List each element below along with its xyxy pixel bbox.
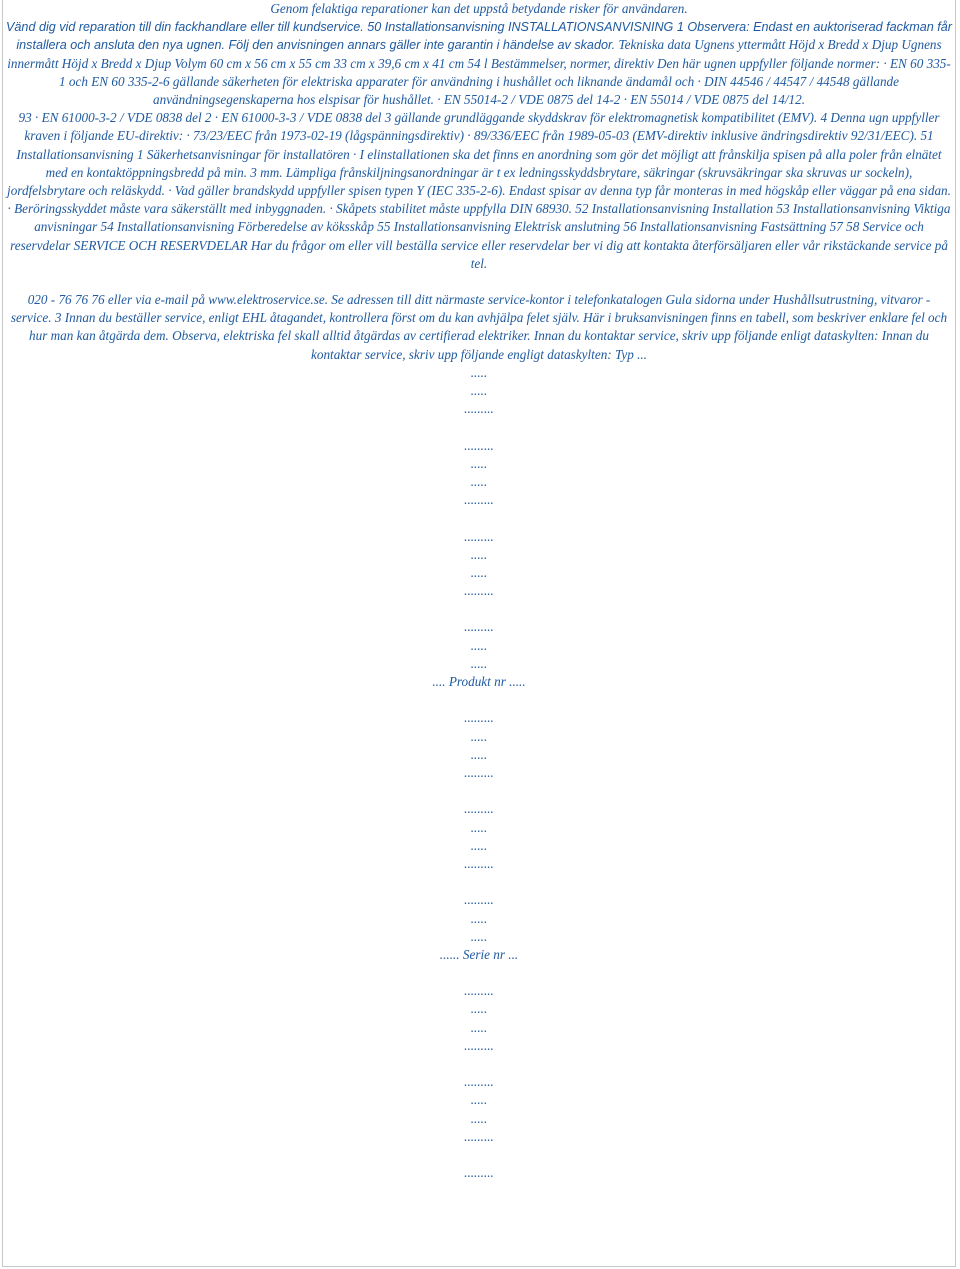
dot-line: ......... <box>464 401 494 417</box>
dot-line: ..... <box>470 928 488 944</box>
dot-line <box>6 1055 952 1073</box>
dot-line: ......... <box>464 1074 494 1090</box>
dot-line: ......... <box>464 801 494 817</box>
paragraph-norms: 93 · EN 61000-3-2 / VDE 0838 del 2 · EN 61000-3-3 / VDE 0838 del 3 gällande grundläggande skyddskrav för elektromagnetisk kompatibilitet (EMV). 4 Denna ugn uppfyller kraven i följande EU-direktiv: · 73/23/EEC från 1973-02-19 (lågspänningsdirektiv) · 89/336/EEC från 1989-05-03 (EMV-direktiv inklusive ändringsdirektiv 92/31/EEC). 51 Installationsanvisning 1 Säkerhetsanvisningar för installatören · I elinstallationen ska det finns en anordning som gör det möjligt att frånskilja spisen på alla poler från elnätet med en kontaktöppningsbredd på min. 3 mm. Lämpliga frånskiljningsanordningar är t ex ledningsskyddsbrytare, säkringar (skruvsäkringar ska skruvas ur sockeln), jordfelsbrytare och reläskydd. · Vad gäller brandskydd uppfyller spisen typen Y (IEC 335-2-6). Endast spisar av denna typ får monteras in med högskåp eller väggar på ena sidan. · Beröringsskyddet måste vara säkerställt med inbyggnaden. · Skåpets stabilitet måste uppfylla DIN 68930. 52 Installationsanvisning Installation 53 Installationsanvisning Viktiga anvisningar 54 Installationsanvisning Förberedelse av köksskåp 55 Installationsanvisning Elektrisk anslutning 56 Installationsanvisning Fastsättning 57 58 Service och reservdelar SERVICE OCH RESERVDELAR Har du frågor om eller vill beställa service eller reservdelar ber vi dig att kontakta återförsäljaren eller vår rikstäckande service på tel. <box>7 110 951 271</box>
dot-line: ......... <box>464 437 494 453</box>
document-page <box>6 0 952 1182</box>
product-number-label: .... Produkt nr ..... <box>432 674 526 690</box>
dot-line: ......... <box>464 528 494 544</box>
dot-line: ..... <box>470 819 488 835</box>
dot-line: ..... <box>470 364 488 380</box>
dot-line: ..... <box>470 655 488 671</box>
dot-line: ..... <box>470 455 488 471</box>
dot-line: ......... <box>464 983 494 999</box>
dot-line <box>6 782 952 800</box>
dot-line: ..... <box>470 746 488 762</box>
dot-line: ..... <box>470 473 488 489</box>
dots-list-type <box>6 364 952 673</box>
dot-line: ..... <box>470 910 488 926</box>
spacer <box>6 273 952 291</box>
paragraph-installation <box>6 18 952 109</box>
dot-line <box>6 418 952 436</box>
dot-line: ..... <box>470 546 488 562</box>
installation-text: Vänd dig vid reparation till din fackhandlare eller till kundservice. 50 Installationsanvisning INSTALLATIONSANVISNING 1 Observera: Endast en auktoriserad fackman får installera och ansluta den nya ugnen. Följ den anvisningen annars gäller inte garantin i händelse av skador. <box>6 20 952 53</box>
dot-line <box>6 509 952 527</box>
dots-list-serial <box>6 964 952 1182</box>
dot-line: ......... <box>464 1128 494 1144</box>
dot-line: ..... <box>470 1001 488 1017</box>
dot-line: ..... <box>470 383 488 399</box>
dot-line: ......... <box>464 855 494 871</box>
dot-line: ......... <box>464 583 494 599</box>
dot-line <box>6 873 952 891</box>
dot-line: ......... <box>464 492 494 508</box>
paragraph-service: 020 - 76 76 76 eller via e-mail på www.elektroservice.se. Se adressen till ditt närmaste service-kontor i telefonkatalogen Gula sidorna under Hushållsutrustning, vitvaror - service. 3 Innan du beställer service, enligt EHL åtagandet, kontrollera först om du kan avhjälpa felet själv. Här i bruksanvisningen finns en tabell, som beskriver enklare fel och hur man kan åtgärda dem. Observa, elektriska fel skall alltid åtgärdas av certifierad elektriker. Innan du kontaktar service, skriv upp följande enligt dataskylten: Innan du kontaktar service, skriv upp följande engligt dataskylten: Typ ... <box>10 292 948 362</box>
dot-line: ..... <box>470 837 488 853</box>
technical-data-text: Tekniska data Ugnens yttermått Höjd x Bredd x Djup Ugnens innermått Höjd x Bredd x Djup Volym 60 cm x 56 cm x 55 cm 33 cm x 39,6 cm x 41 cm 54 l Bestämmelser, normer, direktiv Den här ugnen uppfyller följande normer: · EN 60 335-1 och EN 60 335-2-6 gällande säkerheten för elektriska apparater för användning i hushållet och liknande ändamål och · DIN 44546 / 44547 / 44548 gällande användningsegenskaperna hos elspisar för hushållet. · EN 55014-2 / VDE 0875 del 14-2 · EN 55014 / VDE 0875 del 14/12. <box>7 37 951 108</box>
paragraph-warning: Genom felaktiga reparationer kan det uppstå betydande risker för användaren. <box>270 1 688 16</box>
dot-line <box>6 600 952 618</box>
dot-line: ......... <box>464 619 494 635</box>
dot-line: ..... <box>470 637 488 653</box>
dots-list-product <box>6 691 952 946</box>
dot-line <box>6 964 952 982</box>
dot-line: ......... <box>464 1165 494 1181</box>
dot-line: ..... <box>470 1110 488 1126</box>
dot-line <box>6 691 952 709</box>
dot-line: ..... <box>470 728 488 744</box>
dot-line: ..... <box>470 564 488 580</box>
dot-line: ..... <box>470 1019 488 1035</box>
dot-line: ..... <box>470 1092 488 1108</box>
dot-line: ......... <box>464 710 494 726</box>
dot-line <box>6 1146 952 1164</box>
dot-line: ......... <box>464 892 494 908</box>
dot-line: ......... <box>464 765 494 780</box>
dot-line: ......... <box>464 1037 494 1053</box>
serial-number-label: ...... Serie nr ... <box>439 946 519 962</box>
